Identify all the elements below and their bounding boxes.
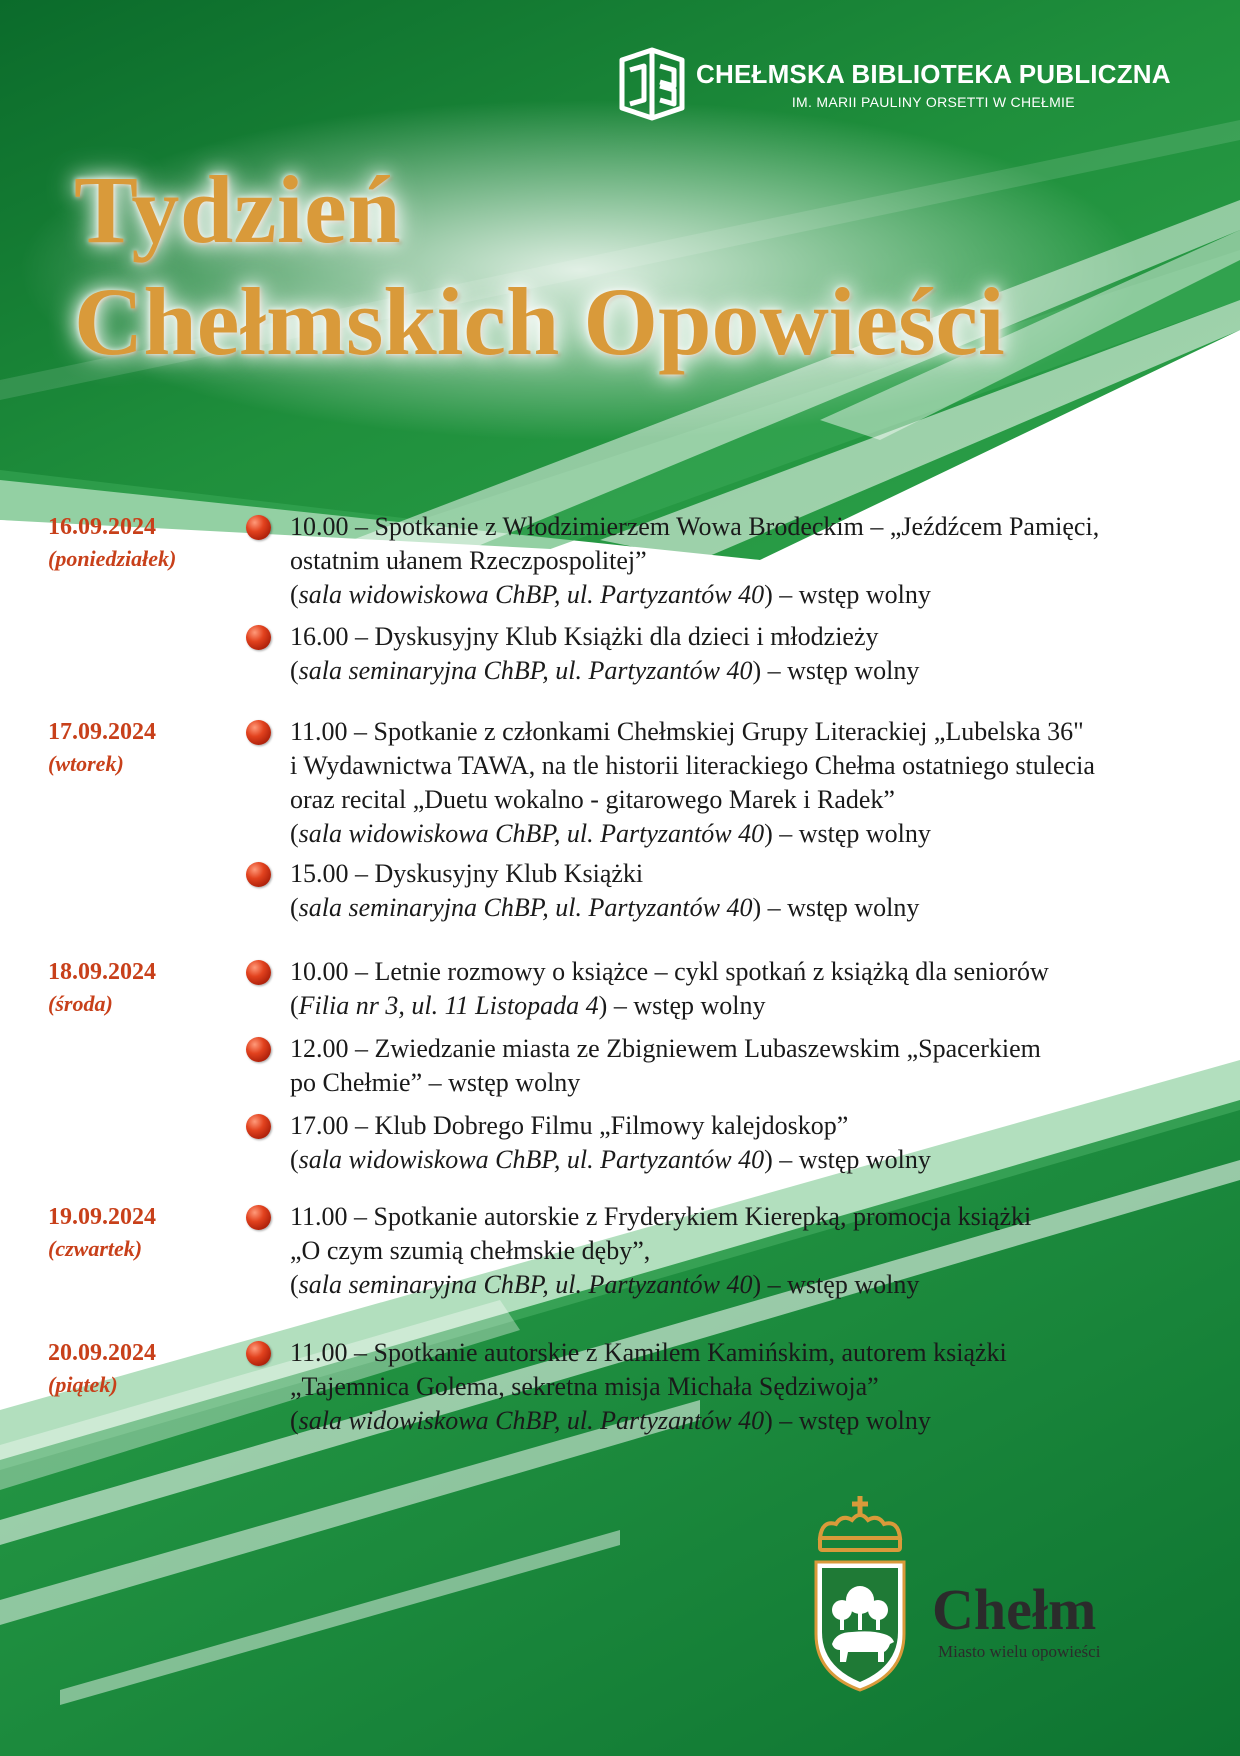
day-date: 20.09.2024 [48,1340,156,1366]
day-weekday: (środa) [48,991,113,1016]
title-line-1: Tydzień [74,156,402,263]
title-line-2: Chełmskich Opowieści [74,268,1005,375]
day-date: 17.09.2024 [48,719,156,745]
event-admission: – wstęp wolny [772,580,931,609]
day-date: 19.09.2024 [48,1204,156,1230]
event-line: ostatnim ułanem Rzeczpospolitej” [290,546,647,575]
day-label [48,510,176,574]
event-line: 10.00 – Letnie rozmowy o książce – cykl spotkań z książką dla seniorów [290,957,1049,986]
event-location: sala widowiskowa ChBP, ul. Partyzantów 40 [298,1145,765,1174]
event-location-line: (sala seminaryjna ChBP, ul. Partyzantów 40) – wstęp wolny [290,1270,920,1299]
event-line: 10.00 – Spotkanie z Włodzimierzem Wowa Brodeckim – „Jeźdźcem Pamięci, [290,512,1100,541]
event-location-line: (sala seminaryjna ChBP, ul. Partyzantów 40) – wstęp wolny [290,656,920,685]
event-line: 16.00 – Dyskusyjny Klub Książki dla dzieci i młodzieży [290,622,879,651]
event-line: oraz recital „Duetu wokalno - gitarowego Marek i Radek” [290,785,895,814]
city-coat-of-arms-icon [812,1494,924,1694]
event-location-line: (sala widowiskowa ChBP, ul. Partyzantów 40) – wstęp wolny [290,580,931,609]
day-weekday: (poniedziałek) [48,546,177,571]
city-logo [812,1494,1101,1699]
bullet-icon [246,625,271,650]
day-label [48,715,156,779]
city-name: Chełm [932,1577,1097,1642]
library-name: CHEŁMSKA BIBLIOTEKA PUBLICZNA [696,58,1171,89]
event-location: sala seminaryjna ChBP, ul. Partyzantów 40 [298,893,753,922]
event-location: sala widowiskowa ChBP, ul. Partyzantów 40 [298,580,765,609]
event-line: 11.00 – Spotkanie autorskie z Fryderykiem Kierepką, promocja książki [290,1202,1032,1231]
event-line: po Chełmie” – wstęp wolny [290,1068,581,1097]
bullet-icon [246,1341,271,1366]
day-label [48,1336,156,1400]
event-location: sala seminaryjna ChBP, ul. Partyzantów 40 [298,1270,753,1299]
bullet-icon [246,1037,271,1062]
event-admission: – wstęp wolny [772,1145,931,1174]
event-admission: – wstęp wolny [761,893,920,922]
day-label [48,1200,156,1264]
day-date: 16.09.2024 [48,514,156,540]
bullet-icon [246,862,271,887]
crown-icon [820,1496,900,1550]
day-weekday: (czwartek) [48,1236,143,1261]
event-admission: – wstęp wolny [761,1270,920,1299]
event-line: 11.00 – Spotkanie autorskie z Kamilem Kamińskim, autorem książki [290,1338,1007,1367]
event-line: „Tajemnica Golema, sekretna misja Michała Sędziwoja” [290,1372,879,1401]
day-weekday: (piątek) [48,1372,118,1397]
event-location-line: (sala widowiskowa ChBP, ul. Partyzantów 40) – wstęp wolny [290,1145,931,1174]
event-line: 11.00 – Spotkanie z członkami Chełmskiej Grupy Literackiej „Lubelska 36" [290,717,1084,746]
event-location: sala widowiskowa ChBP, ul. Partyzantów 40 [298,819,765,848]
event-line: 12.00 – Zwiedzanie miasta ze Zbigniewem Lubaszewskim „Spacerkiem [290,1034,1041,1063]
day-weekday: (wtorek) [48,751,124,776]
event-admission: – wstęp wolny [772,819,931,848]
event-location: Filia nr 3, ul. 11 Listopada 4 [298,991,599,1020]
event-line: 15.00 – Dyskusyjny Klub Książki [290,859,644,888]
bullet-icon [246,720,271,745]
event-location-line: (sala seminaryjna ChBP, ul. Partyzantów 40) – wstęp wolny [290,893,920,922]
library-logo [616,46,1171,122]
event-location: sala seminaryjna ChBP, ul. Partyzantów 40 [298,656,753,685]
event-line: i Wydawnictwa TAWA, na tle historii literackiego Chełma ostatniego stulecia [290,751,1095,780]
event-admission: – wstęp wolny [772,1406,931,1435]
event-admission: – wstęp wolny [607,991,766,1020]
event-location-line: (sala widowiskowa ChBP, ul. Partyzantów 40) – wstęp wolny [290,1406,931,1435]
bullet-icon [246,1114,271,1139]
bullet-icon [246,960,271,985]
event-line: „O czym szumią chełmskie dęby”, [290,1236,651,1265]
event-title [74,154,1005,378]
event-location: sala widowiskowa ChBP, ul. Partyzantów 40 [298,1406,765,1435]
event-line: 17.00 – Klub Dobrego Filmu „Filmowy kalejdoskop” [290,1111,849,1140]
bullet-icon [246,1205,271,1230]
event-location-line: (Filia nr 3, ul. 11 Listopada 4) – wstęp wolny [290,991,766,1020]
day-date: 18.09.2024 [48,959,156,985]
day-label [48,955,156,1019]
event-admission: – wstęp wolny [761,656,920,685]
library-patron: IM. MARII PAULINY ORSETTI W CHEŁMIE [791,93,1075,110]
library-book-icon [616,46,688,122]
event-location-line: (sala widowiskowa ChBP, ul. Partyzantów 40) – wstęp wolny [290,819,931,848]
bullet-icon [246,515,271,540]
city-tagline: Miasto wielu opowieści [938,1642,1101,1661]
